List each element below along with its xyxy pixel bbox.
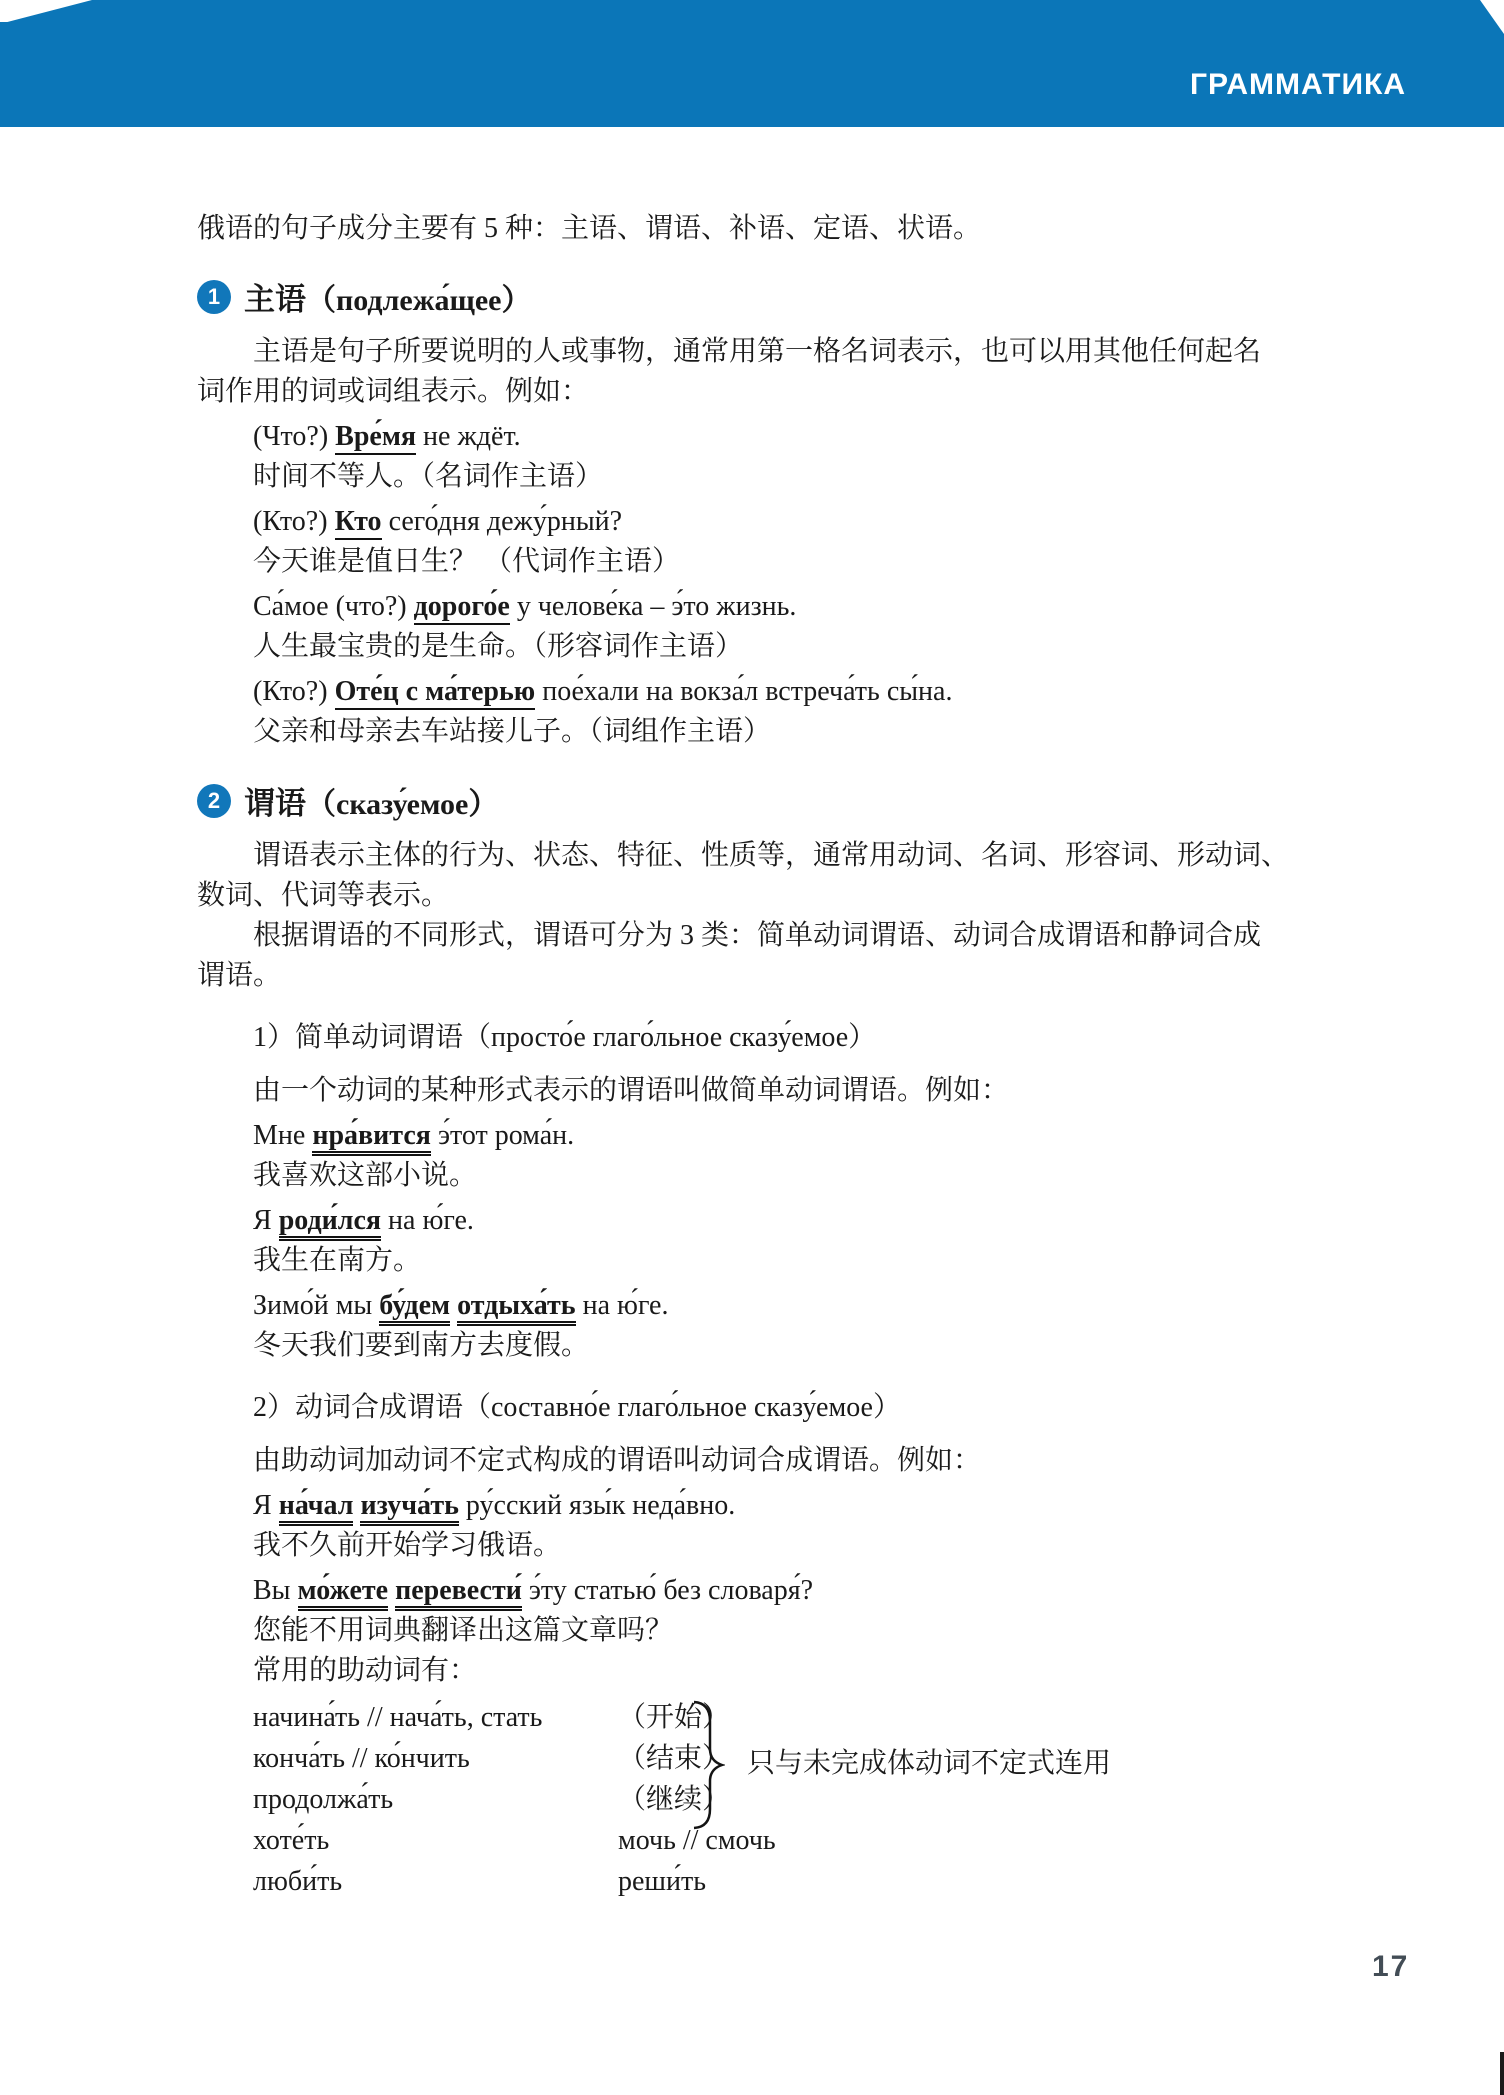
aux-verb-col1: начина́ть // нача́ть, стать — [253, 1702, 543, 1733]
example-segment-plain: э́ту статью́ без словаря́? — [521, 1575, 814, 1606]
example-segment-predicate: мо́жете — [298, 1575, 389, 1611]
example-segment-plain: Я — [253, 1490, 279, 1521]
example-segment-subject: Оте́ц с ма́терью — [335, 676, 536, 710]
aux-verb-col1: продолжа́ть — [253, 1784, 394, 1815]
paragraph-line: 根据谓语的不同形式，谓语可分为 3 类：简单动词谓语、动词合成谓语和静词合成 — [253, 920, 1262, 951]
example-segment-predicate: перевести́ — [395, 1575, 522, 1611]
example-russian — [253, 1201, 1362, 1241]
example-segment-plain: ру́сский язы́к неда́вно. — [458, 1490, 736, 1521]
example-chinese: 我生在南方。 — [253, 1245, 422, 1276]
paragraph-line: 由一个动词的某种形式表示的谓语叫做简单动词谓语。例如： — [253, 1075, 1010, 1106]
example-chinese: 常用的助动词有： — [253, 1655, 478, 1686]
header-bar — [0, 0, 1504, 127]
example-chinese: 我喜欢这部小说。 — [253, 1160, 478, 1191]
example-russian — [253, 1286, 1362, 1326]
example-russian — [253, 1486, 1362, 1526]
paragraph — [197, 332, 1362, 412]
example-chinese: 冬天我们要到南方去度假。 — [253, 1330, 590, 1361]
aux-verb-row — [253, 1820, 1362, 1861]
example-segment-plain: Я — [253, 1205, 279, 1236]
section-title-zh: 主语 — [244, 282, 306, 317]
intro-paragraph: 俄语的句子成分主要有 5 种：主语、谓语、补语、定语、状语。 — [197, 213, 982, 244]
section-1 — [197, 274, 1362, 752]
section-title-zh: 谓语 — [244, 786, 306, 821]
example-segment-plain: Мне — [253, 1120, 313, 1151]
example-segment-plain: у челове́ка – э́то жизнь. — [509, 591, 797, 622]
example-segment-plain: не ждёт. — [416, 421, 521, 452]
paragraph — [197, 1441, 1362, 1481]
section-heading — [197, 274, 1362, 319]
paragraph — [197, 836, 1362, 916]
example-segment-plain: Зимо́й мы — [253, 1290, 380, 1321]
example-segment-plain: Вы — [253, 1575, 298, 1606]
aux-verb-col2: （继续） — [618, 1784, 731, 1815]
brace-icon — [691, 1699, 725, 1831]
section-number-badge: 2 — [197, 784, 231, 818]
example-chinese: 您能不用词典翻译出这篇文章吗？ — [253, 1615, 674, 1646]
aux-verb-col2: （开始） — [618, 1702, 731, 1733]
section-title-ru: （подлежа́щее） — [306, 283, 532, 317]
paragraph-line: 谓语表示主体的行为、状态、特征、性质等，通常用动词、名词、形容词、形动词、 — [253, 840, 1290, 871]
example-russian — [253, 587, 1362, 627]
example-chinese: 人生最宝贵的是生命。（形容词作主语） — [253, 631, 744, 662]
example-segment-predicate: отдыха́ть — [457, 1290, 576, 1326]
example-segment-subject: Кто — [335, 506, 382, 540]
example-segment-predicate: роди́лся — [279, 1205, 381, 1241]
example-russian — [253, 502, 1362, 542]
paragraph — [197, 916, 1362, 996]
aux-verb-col2: реши́ть — [618, 1866, 706, 1897]
paragraph — [197, 1071, 1362, 1111]
aux-verb-row — [253, 1779, 1362, 1820]
aux-verb-col1: люби́ть — [253, 1866, 343, 1897]
example-segment-plain: сего́дня дежу́рный? — [381, 506, 623, 537]
example-segment-predicate: нра́вится — [312, 1120, 431, 1156]
section-title-ru: （сказу́емое） — [306, 787, 499, 821]
example-chinese: 今天谁是值日生？ （代词作主语） — [253, 546, 681, 577]
page-number: 17 — [1372, 1950, 1410, 1983]
example-segment-plain — [388, 1575, 395, 1606]
page-header-title: ГРАММАТИКА — [1189, 68, 1406, 101]
example-segment-plain: на ю́ге. — [381, 1205, 474, 1236]
aux-verb-col2: （结束） — [618, 1743, 731, 1774]
paragraph-line: 由助动词加动词不定式构成的谓语叫动词合成谓语。例如： — [253, 1445, 982, 1476]
sections-container — [197, 274, 1362, 1902]
example-segment-plain: э́тот рома́н. — [430, 1120, 575, 1151]
paragraph-line: 主语是句子所要说明的人或事物，通常用第一格名词表示，也可以用其他任何起名 — [253, 336, 1262, 367]
example-russian — [253, 417, 1362, 457]
aux-verbs-table — [253, 1697, 1362, 1902]
example-russian — [253, 1116, 1362, 1156]
example-segment-plain: (Что?) — [253, 421, 336, 452]
example-segment-predicate: изуча́ть — [360, 1490, 458, 1526]
example-segment-plain: (Кто?) — [253, 676, 335, 707]
aux-verb-col2: мочь // смочь — [618, 1825, 776, 1856]
subsection-heading: 1）简单动词谓语（просто́е глаго́льное сказу́емое） — [253, 1022, 877, 1053]
example-segment-plain: пое́хали на вокза́л встреча́ть сы́на. — [535, 676, 953, 707]
section-2 — [197, 778, 1362, 1902]
paragraph-line: 谓语。 — [197, 960, 282, 991]
paragraph-line: 词作用的词或词组表示。例如： — [197, 376, 590, 407]
paragraph-line: 数词、代词等表示。 — [197, 880, 450, 911]
example-chinese: 时间不等人。（名词作主语） — [253, 461, 604, 492]
example-segment-subject: Вре́мя — [335, 421, 416, 455]
example-russian — [253, 1571, 1362, 1611]
subsection-heading: 2）动词合成谓语（составно́е глаго́льное сказу́емое） — [253, 1392, 901, 1423]
example-segment-predicate: на́чал — [279, 1490, 354, 1526]
aux-verb-row — [253, 1861, 1362, 1902]
example-segment-plain: на ю́ге. — [575, 1290, 669, 1321]
aux-verb-col1: конча́ть // ко́нчить — [253, 1743, 470, 1774]
example-segment-plain: (Кто?) — [253, 506, 335, 537]
example-segment-predicate: бу́дем — [379, 1290, 450, 1326]
aux-verb-col1: хоте́ть — [253, 1825, 330, 1856]
scan-edge-mark — [1500, 2052, 1504, 2095]
example-chinese: 父亲和母亲去车站接儿子。（词组作主语） — [253, 716, 772, 747]
page-content — [197, 210, 1362, 1902]
example-russian — [253, 672, 1362, 712]
example-segment-subject: дорого́е — [414, 591, 510, 625]
example-segment-plain: Са́мое (что?) — [253, 591, 414, 622]
section-number-badge: 1 — [197, 280, 231, 314]
example-chinese: 我不久前开始学习俄语。 — [253, 1530, 562, 1561]
brace-label: 只与未完成体动词不定式连用 — [747, 1748, 1112, 1779]
aux-verb-row — [253, 1697, 1362, 1738]
section-heading — [197, 778, 1362, 823]
